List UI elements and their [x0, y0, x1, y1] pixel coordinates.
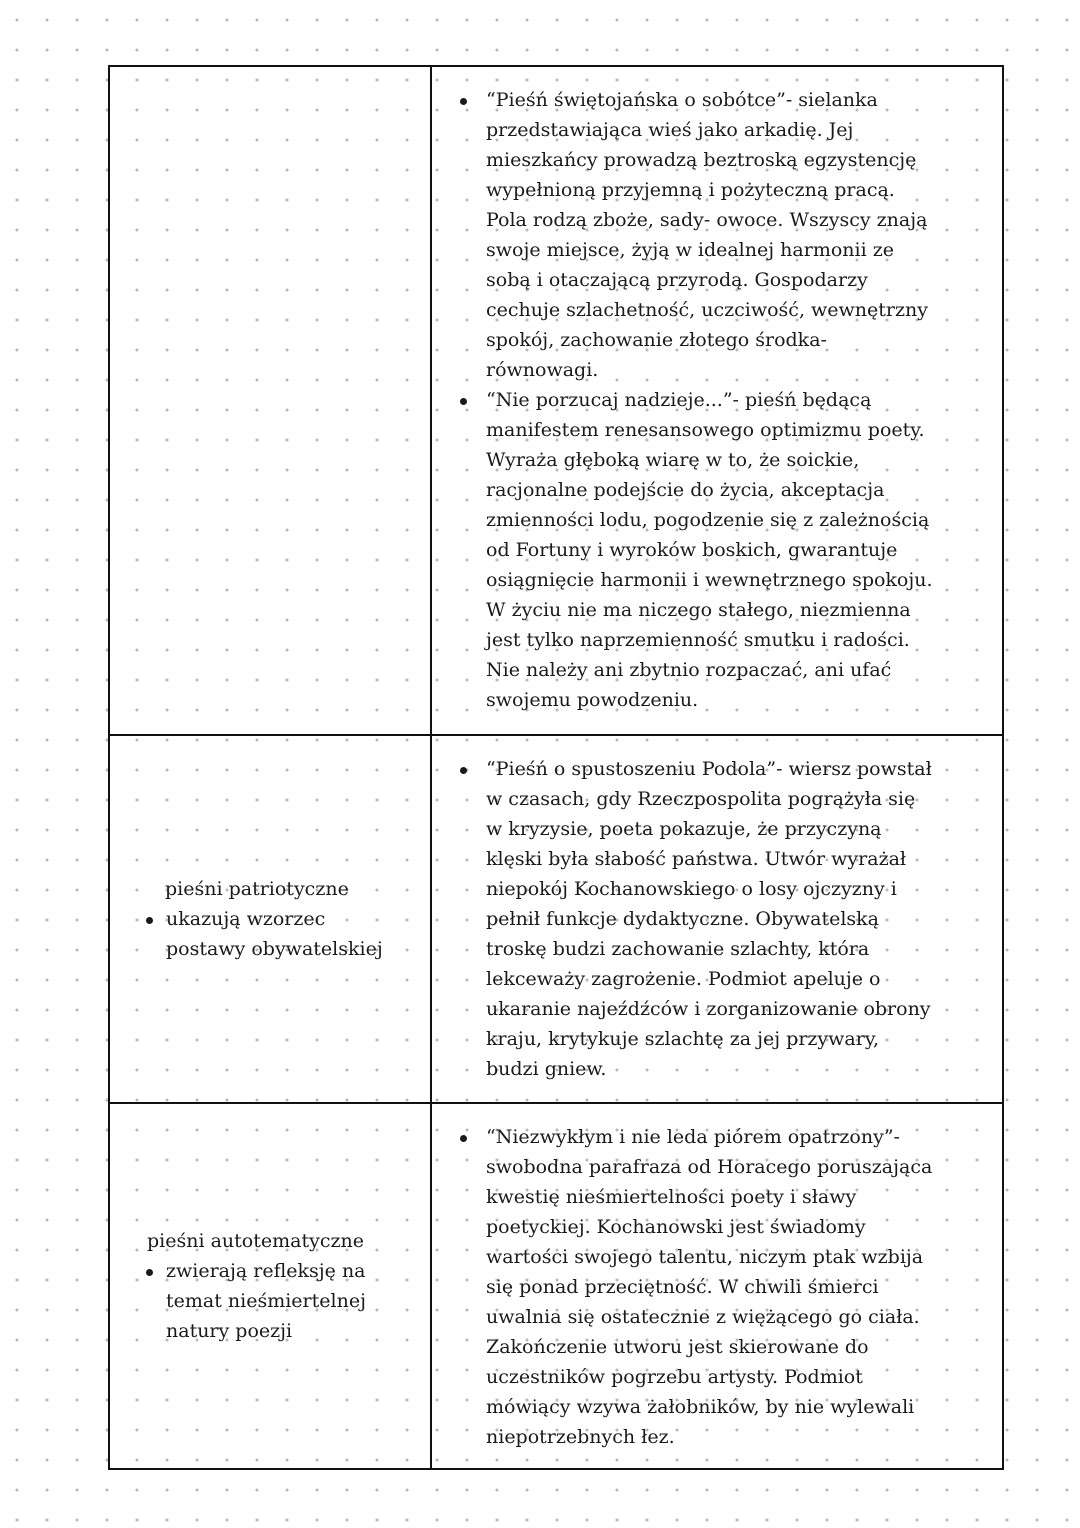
desc-line: sobą i otaczającą przyrodą. Gospodarzy: [486, 269, 868, 291]
desc-line: Pola rodzą zboże, sady- owoce. Wszyscy znają: [486, 209, 928, 231]
category-line: natury poezji: [166, 1320, 293, 1342]
desc-line: swojemu powodzeniu.: [486, 689, 699, 711]
desc-line: manifestem renesansowego optimizmu poety.: [486, 419, 925, 441]
desc-line: swobodna parafraza od Horacego poruszająca: [486, 1156, 933, 1178]
desc-line: budzi gniew.: [486, 1058, 607, 1080]
notes-table: [108, 65, 1004, 1470]
table-row: [110, 67, 1002, 734]
description-cell: [432, 1104, 1002, 1468]
category-cell-patriotic: [110, 736, 432, 1102]
category-autotematic: [146, 1226, 366, 1346]
desc-line: klęski była słabość państwa. Utwór wyrażał: [486, 848, 907, 870]
list-item: [146, 1256, 366, 1346]
desc-line: przedstawiająca wieś jako arkadię. Jej: [486, 119, 854, 141]
list-item-piesn-swietojanska: [454, 85, 986, 385]
desc-line: ukaranie najeźdźców i zorganizowanie obrony: [486, 998, 931, 1020]
desc-line: się ponad przeciętność. W chwili śmierci: [486, 1276, 879, 1298]
poem-list: [454, 1122, 986, 1452]
list-item-niezwyklym-piorem: [454, 1122, 986, 1452]
desc-line: swoje miejsce, żyją w idealnej harmonii ze: [486, 239, 894, 261]
desc-line: Zakończenie utworu jest skierowane do: [486, 1336, 869, 1358]
category-patriotic: [146, 874, 383, 964]
table-row: [110, 1102, 1002, 1468]
desc-line: Nie należy ani zbytnio rozpaczać, ani ufać: [486, 659, 892, 681]
category-bullets: [146, 1256, 366, 1346]
desc-line: “Pieśń o spustoszeniu Podola”- wiersz powstał: [486, 758, 932, 780]
desc-line: Wyraża głęboką wiarę w to, że soickie,: [486, 449, 860, 471]
desc-line: poetyckiej. Kochanowski jest świadomy: [486, 1216, 866, 1238]
desc-line: wypełnioną przyjemną i pożyteczną pracą.: [486, 179, 895, 201]
category-line: postawy obywatelskiej: [166, 938, 383, 960]
desc-line: W życiu nie ma niczego stałego, niezmienna: [486, 599, 911, 621]
desc-line: pełnił funkcje dydaktyczne. Obywatelską: [486, 908, 880, 930]
category-title: pieśni autotematyczne: [147, 1230, 364, 1252]
desc-line: równowagi.: [486, 359, 599, 381]
desc-line: osiągnięcie harmonii i wewnętrznego spokoju.: [486, 569, 933, 591]
category-cell-empty: [110, 67, 432, 734]
desc-line: wartości swojego talentu, niczym ptak wzbija: [486, 1246, 924, 1268]
category-title: pieśni patriotyczne: [165, 878, 349, 900]
category-line: ukazują wzorzec: [166, 908, 326, 930]
category-bullets: [146, 904, 383, 964]
desc-line: uczestników pogrzebu artysty. Podmiot: [486, 1366, 863, 1388]
desc-line: kwestię nieśmiertelności poety i sławy: [486, 1186, 857, 1208]
list-item-nie-porzucaj-nadzieje: [454, 385, 986, 715]
desc-line: zmienności lodu, pogodzenie się z zależnością: [486, 509, 930, 531]
desc-line: “Niezwykłym i nie leda piórem opatrzony”-: [486, 1126, 900, 1148]
list-item-spustoszenie-podola: [454, 754, 986, 1084]
poem-list: [454, 85, 986, 715]
table-row: [110, 734, 1002, 1102]
desc-line: kraju, krytykuje szlachtę za jej przywary,: [486, 1028, 880, 1050]
description-cell: [432, 67, 1002, 734]
desc-line: cechuje szlachetność, uczciwość, wewnętrzny: [486, 299, 928, 321]
desc-line: niepokój Kochanowskiego o losy ojczyzny i: [486, 878, 897, 900]
desc-line: “Pieśń świętojańska o sobótce”- sielanka: [486, 89, 878, 111]
list-item: [146, 904, 383, 964]
desc-line: mieszkańcy prowadzą beztroską egzystencję: [486, 149, 917, 171]
desc-line: od Fortuny i wyroków boskich, gwarantuje: [486, 539, 898, 561]
desc-line: niepotrzebnych łez.: [486, 1426, 675, 1448]
desc-line: lekceważy zagrożenie. Podmiot apeluje o: [486, 968, 881, 990]
category-line: temat nieśmiertelnej: [166, 1290, 366, 1312]
description-cell: [432, 736, 1002, 1102]
poem-list: [454, 754, 986, 1084]
category-cell-autotematic: [110, 1104, 432, 1468]
desc-line: uwalnia się ostatecznie z więżącego go ciała.: [486, 1306, 920, 1328]
category-line: zwierają refleksję na: [166, 1260, 366, 1282]
desc-line: racjonalne podejście do życia, akceptacja: [486, 479, 885, 501]
desc-line: troskę budzi zachowanie szlachty, która: [486, 938, 870, 960]
desc-line: mówiący wzywa żałobników, by nie wylewali: [486, 1396, 915, 1418]
desc-line: “Nie porzucaj nadzieje...”- pieśń będącą: [486, 389, 872, 411]
desc-line: w czasach, gdy Rzeczpospolita pogrążyła się: [486, 788, 916, 810]
desc-line: spokój, zachowanie złotego środka-: [486, 329, 827, 351]
desc-line: w kryzysie, poeta pokazuje, że przyczyną: [486, 818, 882, 840]
desc-line: jest tylko naprzemienność smutku i radości.: [486, 629, 910, 651]
